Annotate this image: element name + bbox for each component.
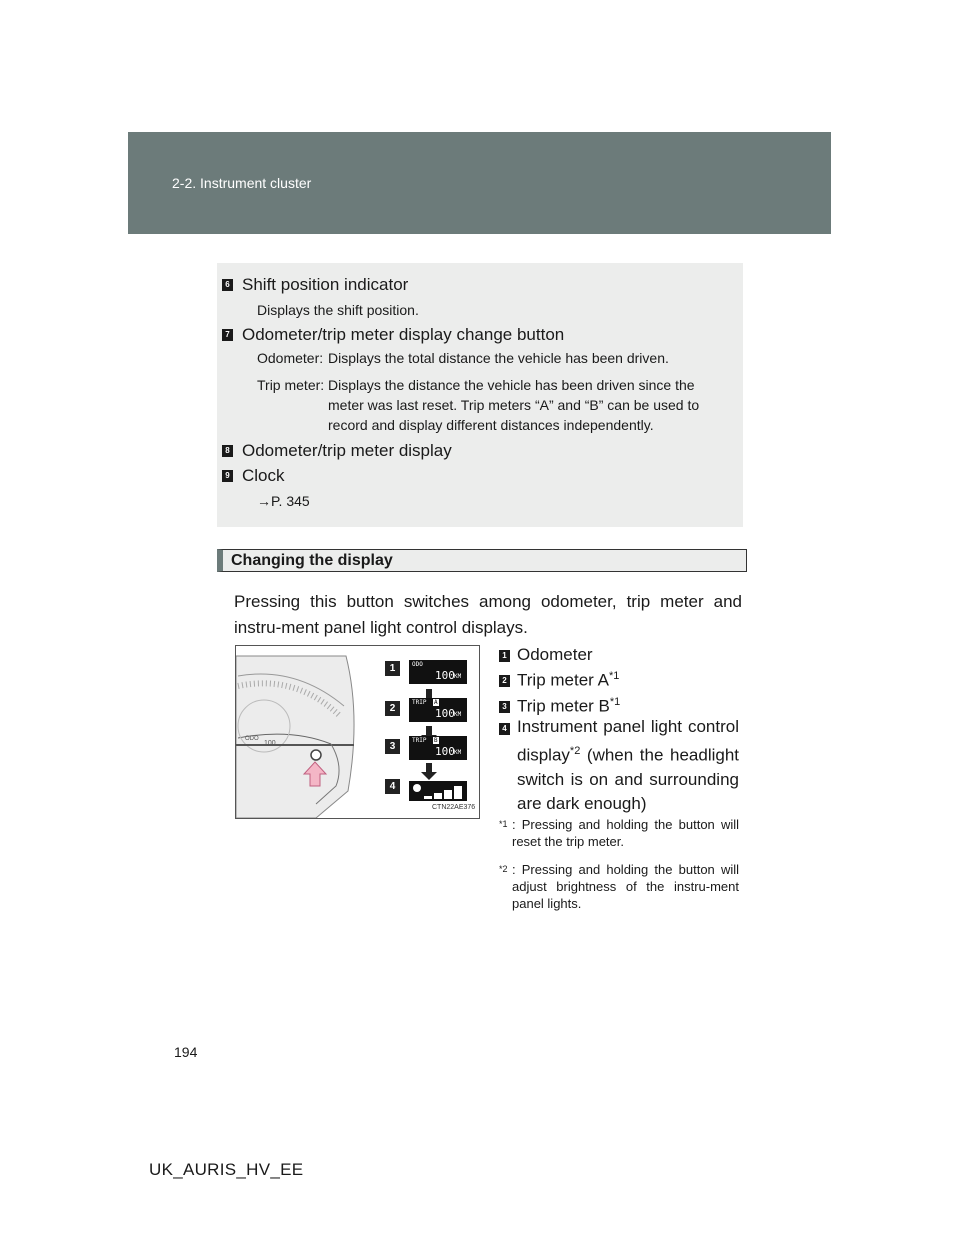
trip-label: Trip meter: (257, 377, 325, 393)
screen-badge: A (434, 699, 438, 706)
gauge-odo-label: ODO (245, 736, 259, 742)
info-box (217, 263, 743, 527)
screen-unit: KM (454, 673, 462, 680)
footnote-text: : Pressing and holding the button will reset the trip meter. (512, 817, 739, 849)
item-shift-position (222, 275, 408, 295)
document-footer-code: UK_AURIS_HV_EE (149, 1160, 304, 1179)
item-odometer-display (222, 441, 452, 461)
item-number: 8 (222, 445, 233, 457)
figure-code: CTN22AE376 (432, 804, 476, 811)
page-reference-link[interactable]: →P. 345 (257, 493, 310, 509)
odometer-screen (409, 660, 467, 684)
item-text (517, 670, 619, 691)
item-display-change-button (222, 325, 564, 345)
item-title: Odometer/trip meter display change button (242, 325, 565, 344)
footnote-mark-text: *1 (499, 819, 508, 829)
step-number: 2 (385, 701, 400, 716)
section-breadcrumb: 2-2. Instrument cluster (172, 175, 312, 191)
gauge-odo-value: 100 (264, 740, 276, 747)
footnote-mark (499, 861, 508, 881)
item-title: Shift position indicator (242, 275, 409, 294)
item-rest-text: (when the headlight switch is on and surrounding are dark enough) (517, 745, 739, 813)
item-number: 3 (499, 701, 510, 713)
screen-badge: B (434, 737, 438, 744)
trip-text-line-1: Displays the distance the vehicle has been driven since the (328, 377, 695, 393)
odometer-text: Displays the total distance the vehicle has been driven. (328, 350, 669, 366)
instrument-cluster-illustration (235, 645, 480, 819)
item-label: Trip meter A (517, 670, 609, 690)
display-change-button-drawing (311, 750, 321, 760)
footnote-2 (499, 861, 739, 912)
item-number: 4 (499, 723, 510, 735)
item-number: 2 (499, 675, 510, 687)
item-number: 7 (222, 329, 233, 341)
arrow-down-icon (421, 763, 437, 780)
step-number: 4 (385, 779, 400, 794)
page-number: 194 (174, 1044, 198, 1060)
item-clock (222, 466, 285, 486)
step-number: 3 (385, 739, 400, 754)
footnote-mark-text: *2 (499, 864, 508, 874)
screen-mode-label: ODO (412, 661, 423, 668)
item-label: Instrument panel light control display (517, 717, 739, 765)
list-item-panel-light-control (517, 715, 739, 816)
footnote-mark: *1 (609, 696, 621, 708)
item-number: 1 (499, 650, 510, 662)
section-heading (217, 549, 747, 572)
odometer-label: Odometer: (257, 350, 324, 366)
screen-unit: KM (454, 749, 462, 756)
item-text (517, 696, 620, 717)
footnote-mark (499, 816, 508, 836)
item-number: 6 (222, 279, 233, 291)
trip-text-line-2: meter was last reset. Trip meters “A” and “B” can be used to (328, 397, 700, 413)
item-desc: Displays the shift position. (257, 302, 419, 318)
step-number: 1 (385, 661, 400, 676)
footnote-text: : Pressing and holding the button will adjust brightness of the instru-ment panel lights. (512, 862, 739, 911)
trip-b-screen (409, 736, 467, 760)
item-number: 9 (222, 470, 233, 482)
screen-value: 100 (435, 745, 455, 758)
section-paragraph: Pressing this button switches among odometer, trip meter and instru-ment panel light control displays. (234, 592, 742, 637)
screen-unit: KM (454, 711, 462, 718)
item-label: Trip meter B (517, 696, 610, 716)
screen-value: 100 (435, 669, 455, 682)
trip-text-line-3: record and display different distances independently. (328, 417, 654, 433)
screen-mode-label: TRIP (412, 699, 427, 706)
screen-mode-label: TRIP (412, 737, 427, 744)
trip-a-screen (409, 698, 467, 722)
item-text: Odometer (517, 645, 593, 664)
item-title: Clock (242, 466, 285, 485)
footnote-mark: *1 (608, 670, 620, 682)
screen-value: 100 (435, 707, 455, 720)
item-title: Odometer/trip meter display (242, 441, 452, 460)
footnote-1 (499, 816, 739, 850)
chapter-header (128, 132, 831, 234)
footnote-mark: *2 (569, 745, 581, 757)
section-title: Changing the display (231, 552, 393, 569)
